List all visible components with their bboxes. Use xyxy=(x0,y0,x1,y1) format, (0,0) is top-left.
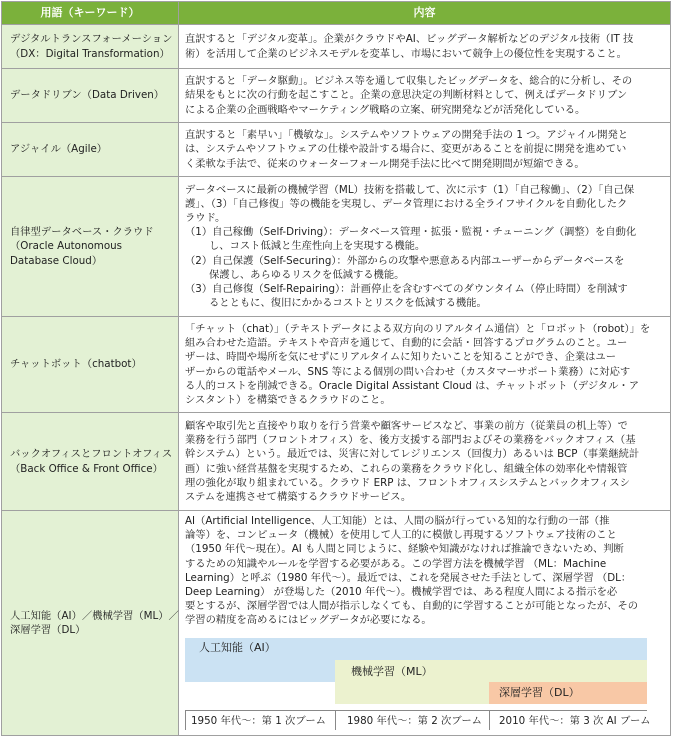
term-line: 自律型データベース・クラウド xyxy=(10,226,154,239)
content-line: AI（Artificial Intelligence、人工知能）とは、人間の脳が行っている知的な行動の一部（推 xyxy=(185,515,610,527)
content-cell xyxy=(179,317,671,413)
content-cell xyxy=(179,69,671,123)
term-cell xyxy=(2,317,179,413)
feature-item-continuation: し、コスト低減と生産性向上を実現する機能。 xyxy=(209,240,426,253)
content-cell xyxy=(179,413,671,511)
ai-timeline-figure xyxy=(185,638,651,730)
term-line: 人工知能（AI）／機械学習（ML）／ xyxy=(10,609,179,622)
content-line: 直訳すると「素早い」「機敏な」。システムやソフトウェアの開発手法の 1 つ。アジャイル開発と xyxy=(185,129,629,142)
term-line: データドリブン（Data Driven） xyxy=(10,89,165,102)
era-label-first-boom: 1950 年代〜：第 1 次ブーム xyxy=(191,714,326,727)
content-cell xyxy=(179,177,671,317)
term-line: バックオフィスとフロントオフィス xyxy=(10,448,173,461)
content-line: 直訳すると「データ駆動」。ビジネス等を通して収集したビッグデータを、総合的に分析し、その xyxy=(185,75,633,88)
content-line: データベースに最新の機械学習（ML）技術を搭載して、次に示す（1）「自己稼働」、（2）「自己保 xyxy=(185,183,635,196)
table-row xyxy=(2,177,671,317)
content-line: く柔軟な手法で、従来のウォーターフォール開発手法に比べて開発期間が短縮できる。 xyxy=(185,157,585,170)
content-line: による企業の企画戦略やマーケティング戦略の立案、研究開発などが活発化している。 xyxy=(185,103,586,116)
term-line: Database Cloud） xyxy=(10,254,103,267)
feature-item-continuation: るとともに、復旧にかかるコストとリスクを低減する機能。 xyxy=(209,297,487,310)
content-line: シスタント）を構築できるクラウドのこと。 xyxy=(185,393,391,406)
term-cell xyxy=(2,69,179,123)
timeline-tick xyxy=(185,710,186,730)
term-line: 深層学習（DL） xyxy=(10,623,86,636)
content-line: 「チャット（chat）」（テキストデータによる双方向のリアルタイム通信）と「ロボット（robot）」を xyxy=(185,322,651,335)
era-label-third-boom: 2010 年代〜：第 3 次 AI ブーム xyxy=(499,714,651,727)
term-line: （DX：Digital Transformation） xyxy=(10,47,170,60)
term-line: （Back Office & Front Office） xyxy=(10,462,163,475)
band-label-ai: 人工知能（AI） xyxy=(199,640,276,654)
header-content: 内容 xyxy=(179,2,671,25)
feature-item-continuation: 保護し、あらゆるリスクを低減する機能。 xyxy=(209,268,405,281)
content-line: 組み合わせた造語。テキストや音声を通じて、自動的に会話・回答するプログラムのこと。ユー xyxy=(185,337,628,350)
content-line: 画）に強い経営基盤を実現するため、これらの業務をクラウド化し、組織全体の効率化や情報管 xyxy=(185,462,628,475)
band-label-ml: 機械学習（ML） xyxy=(351,664,433,678)
glossary-table xyxy=(1,1,671,736)
term-cell xyxy=(2,123,179,177)
term-line: チャットボット（chatbot） xyxy=(10,358,142,371)
term-line: アジャイル（Agile） xyxy=(10,143,108,156)
content-line: ラウド。 xyxy=(185,211,226,224)
content-line: Learning）と呼ぶ（1980 年代〜）。最近では、これを発展させた手法として、深層学習 （DL： xyxy=(185,571,632,584)
table-row xyxy=(2,123,671,177)
timeline-tick xyxy=(489,710,490,730)
content-line: Deep Learning） が登場した（2010 年代〜）。機械学習では、ある程度人間による指示を必 xyxy=(185,586,618,599)
term-cell xyxy=(2,413,179,511)
content-line: （1950 年代〜現在）。AI も人間と同じように、経験や知識がなければ推論できないため、判断 xyxy=(185,543,624,556)
content-line: するための知識やルールを学習する必要がある。この学習方法を機械学習 （ML：Machine xyxy=(185,557,607,570)
band-label-dl: 深層学習（DL） xyxy=(499,685,580,699)
feature-item-self-repairing: （3）自己修復（Self-Repairing）：計画停止を含むすべてのダウンタイム（停止時間）を削減す xyxy=(185,283,628,295)
term-cell xyxy=(2,511,179,736)
feature-item-self-securing: （2）自己保護（Self-Securing）：外部からの攻撃や悪意ある内部ユーザーからデータベースを xyxy=(185,254,625,267)
header-term: 用語（キーワード） xyxy=(2,2,179,25)
content-cell xyxy=(179,511,671,736)
content-line: ザーは、時間や場所を気にせずにリアルタイムに知りたいことを知ることができ、企業はユー xyxy=(185,351,617,364)
content-line: 業務を行う部門（フロントオフィス）を、後方支援する部門およびその業務をバックオフィス（基 xyxy=(185,434,636,447)
content-line: は、システムやソフトウェアの仕様や設計する場合に、変更があることを前提に開発を進めてい xyxy=(185,143,627,156)
content-line: 要とするが、深層学習では人間が指示しなくても、自動的に学習することが可能となったが、その xyxy=(185,600,639,613)
content-line: 結果をもとに次の行動を起こすこと。企業の意思決定の判断材料として、例えばデータドリブン xyxy=(185,89,628,102)
term-line: （Oracle Autonomous xyxy=(10,240,123,253)
term-line: デジタルトランスフォーメーション xyxy=(10,33,173,46)
content-line: 顧客や取引先と直接やり取りを行う営業や顧客サービスなど、事業の前方（従業員の机上等）で xyxy=(185,419,628,432)
content-line: ステムを連携させて構築するクラウドサービス。 xyxy=(185,490,412,503)
feature-item-self-driving: （1）自己稼働（Self-Driving）：データベース管理・拡張・監視・チューニング（調整）を自動化 xyxy=(185,226,637,239)
content-line: 学習の精度を高めるにはビッグデータが必要になる。 xyxy=(185,614,432,627)
table-row xyxy=(2,25,671,69)
content-line: 直訳すると「デジタル変革」。企業がクラウドやAI、ビッグデータ解析などのデジタル技術（IT 技 xyxy=(185,33,634,46)
content-cell xyxy=(179,25,671,69)
content-cell xyxy=(179,123,671,177)
content-line: 護」、（3）「自己修復」等の機能を実現し、データ管理における全ライフサイクルを自動化したク xyxy=(185,197,628,210)
content-line: 理の強化が取り組まれている。クラウド ERP は、フロントオフィスシステムとバックオフィスシ xyxy=(185,476,630,489)
table-row xyxy=(2,413,671,511)
content-line: 幹システム）という。最近では、災害に対してレジリエンス（回復力）あるいは BCP（事業継続計 xyxy=(185,448,640,461)
table-header-row xyxy=(2,2,671,25)
era-label-second-boom: 1980 年代〜：第 2 次ブーム xyxy=(347,714,482,727)
content-line: ザーからの電話やメール、SNS 等による個別の問い合わせ（カスタマーサポート業務）に対応す xyxy=(185,365,631,378)
table-row xyxy=(2,511,671,736)
term-cell xyxy=(2,177,179,317)
table-row xyxy=(2,69,671,123)
content-line: 術）を活用して企業のビジネスモデルを変革し、市場において競争上の優位性を実現すること。 xyxy=(185,47,627,60)
content-line: 論等）を、コンピュータ（機械）を使用して人工的に模倣し再現するソフトウェア技術のこと xyxy=(185,529,617,542)
term-cell xyxy=(2,25,179,69)
table-row xyxy=(2,317,671,413)
content-line: る人的コストを削減できる。Oracle Digital Assistant Cloud は、チャットボット（デジタル・ア xyxy=(185,379,639,392)
timeline-tick xyxy=(335,710,336,730)
